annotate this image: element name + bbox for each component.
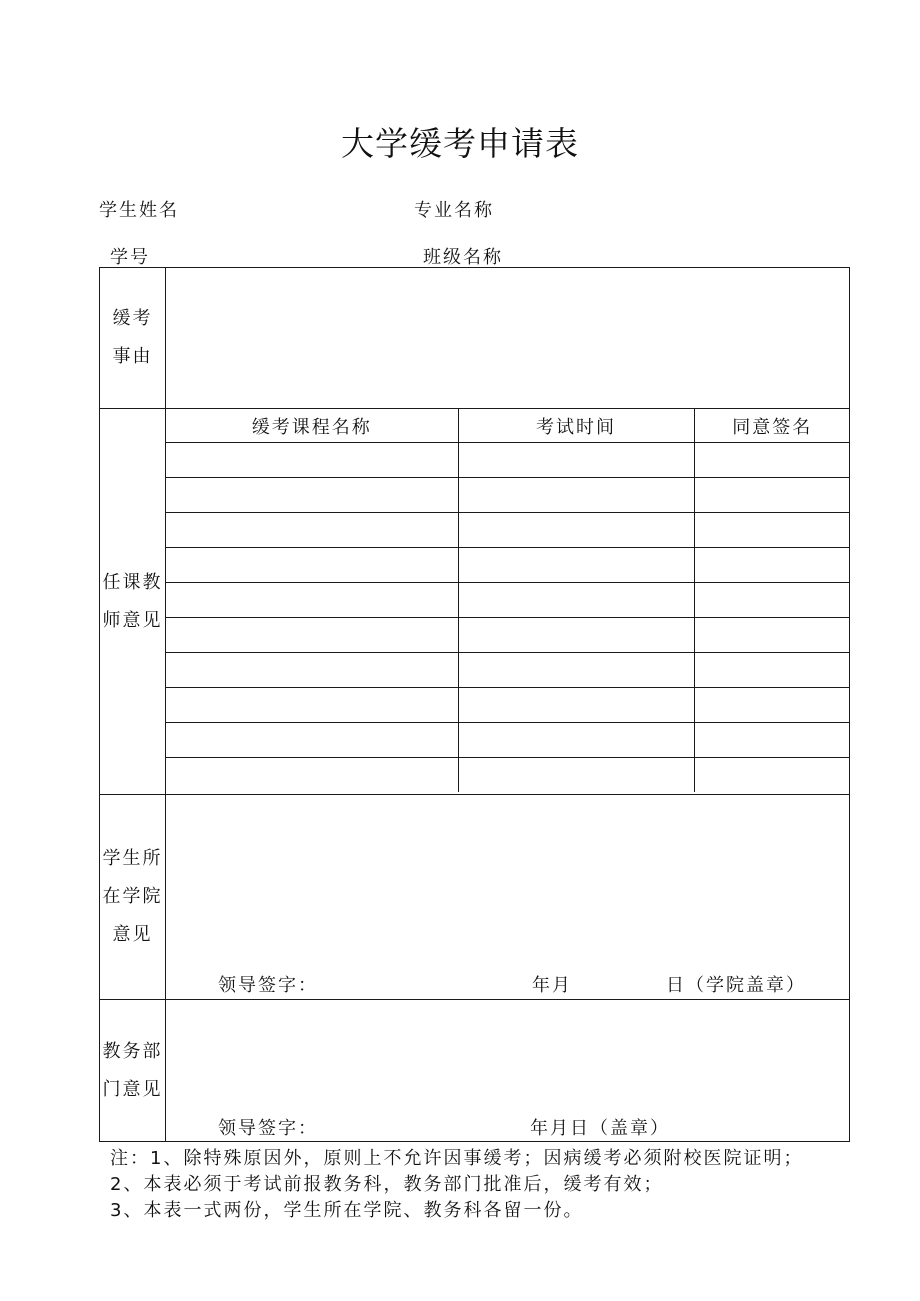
table-row <box>166 723 850 758</box>
course-name-cell[interactable] <box>166 723 458 758</box>
exam-time-cell[interactable] <box>458 618 694 653</box>
signature-cell[interactable] <box>694 723 850 758</box>
table-row <box>166 758 850 793</box>
note-line-3: 3、本表一式两份，学生所在学院、教务科各留一份。 <box>110 1200 584 1221</box>
course-name-cell[interactable] <box>166 653 458 688</box>
table-row <box>166 478 850 513</box>
college-date-ym: 年月 <box>532 975 572 996</box>
exam-time-cell[interactable] <box>458 758 694 793</box>
signature-cell[interactable] <box>694 583 850 618</box>
student-id-label: 学号 <box>110 247 150 268</box>
academic-opinion-area[interactable] <box>166 1000 850 1142</box>
table-row <box>166 618 850 653</box>
college-opinion-area[interactable] <box>166 795 850 1000</box>
major-label: 专业名称 <box>414 200 494 221</box>
exam-time-cell[interactable] <box>458 583 694 618</box>
signature-cell[interactable] <box>694 478 850 513</box>
academic-row <box>100 1000 850 1142</box>
table-row <box>166 688 850 723</box>
course-name-cell[interactable] <box>166 478 458 513</box>
course-name-cell[interactable] <box>166 758 458 793</box>
college-label: 学生所 在学院 意见 <box>100 795 166 1000</box>
signature-cell[interactable] <box>694 513 850 548</box>
college-row <box>100 795 850 1000</box>
reason-row <box>100 268 850 409</box>
table-row <box>166 583 850 618</box>
col-course-name: 缓考课程名称 <box>166 409 458 443</box>
college-date-stamp: 日（学院盖章） <box>666 975 806 996</box>
table-row <box>166 653 850 688</box>
exam-time-cell[interactable] <box>458 723 694 758</box>
course-name-cell[interactable] <box>166 618 458 653</box>
col-exam-time: 考试时间 <box>458 409 694 443</box>
exam-time-cell[interactable] <box>458 653 694 688</box>
student-name-label: 学生姓名 <box>99 200 179 221</box>
reason-input-area[interactable] <box>166 268 850 409</box>
signature-cell[interactable] <box>694 688 850 723</box>
course-table-header <box>166 409 850 443</box>
academic-label: 教务部 门意见 <box>100 1000 166 1142</box>
exam-time-cell[interactable] <box>458 443 694 478</box>
exam-time-cell[interactable] <box>458 478 694 513</box>
reason-label: 缓考 事由 <box>100 268 166 409</box>
course-name-cell[interactable] <box>166 548 458 583</box>
exam-time-cell[interactable] <box>458 688 694 723</box>
class-label: 班级名称 <box>423 247 503 268</box>
signature-cell[interactable] <box>694 443 850 478</box>
exam-time-cell[interactable] <box>458 513 694 548</box>
academic-sign-label: 领导签字： <box>218 1118 318 1139</box>
course-name-cell[interactable] <box>166 443 458 478</box>
signature-cell[interactable] <box>694 548 850 583</box>
col-approve-signature: 同意签名 <box>694 409 850 443</box>
signature-cell[interactable] <box>694 653 850 688</box>
course-name-cell[interactable] <box>166 513 458 548</box>
course-name-cell[interactable] <box>166 688 458 723</box>
table-row <box>166 548 850 583</box>
signature-cell[interactable] <box>694 758 850 793</box>
table-row <box>166 443 850 478</box>
note-line-1: 注：1、除特殊原因外，原则上不允许因事缓考；因病缓考必须附校医院证明； <box>110 1148 804 1169</box>
table-row <box>166 513 850 548</box>
note-line-2: 2、本表必须于考试前报教务科，教务部门批准后，缓考有效； <box>110 1174 664 1195</box>
teacher-label: 任课教 师意见 <box>100 409 166 795</box>
teacher-course-area <box>166 409 850 795</box>
course-table <box>166 409 850 792</box>
application-form-table <box>99 267 850 1142</box>
college-sign-label: 领导签字： <box>218 975 318 996</box>
course-name-cell[interactable] <box>166 583 458 618</box>
academic-date-stamp: 年月日（盖章） <box>530 1118 670 1139</box>
signature-cell[interactable] <box>694 618 850 653</box>
page-title: 大学缓考申请表 <box>341 124 579 163</box>
exam-time-cell[interactable] <box>458 548 694 583</box>
teacher-row <box>100 409 850 795</box>
